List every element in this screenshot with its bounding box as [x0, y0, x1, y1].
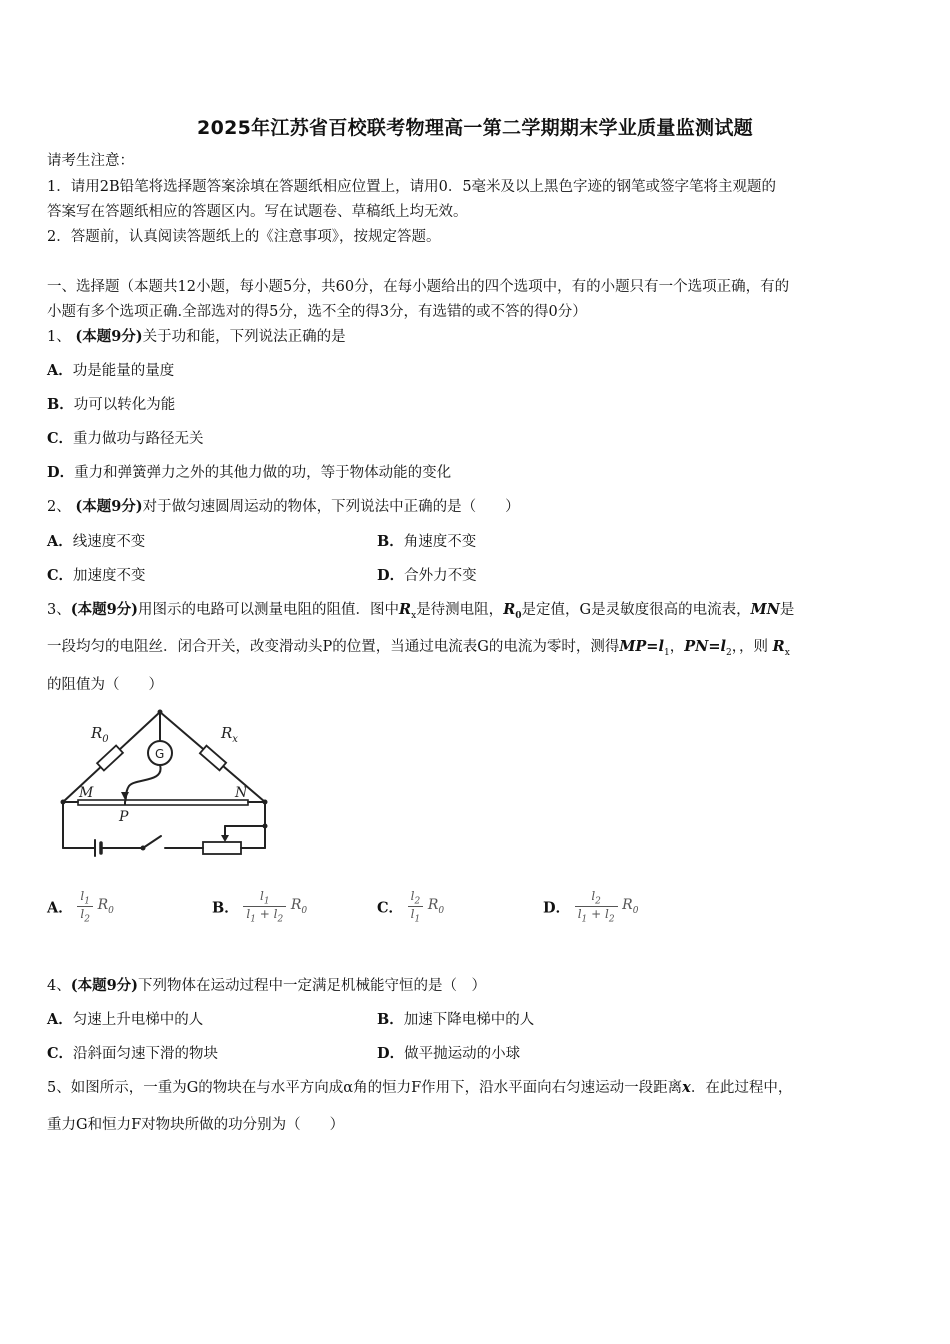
section-heading-line1: 一、选择题（本题共12小题，每小题5分，共60分，在每小题给出的四个选项中，有的小题只有一个选项正确，有的: [47, 279, 790, 295]
q2-option-b: B．角速度不变: [377, 533, 477, 550]
resistor-rx: [200, 746, 226, 771]
q2-option-a: A．线速度不变: [47, 533, 146, 550]
question-number: 2、: [47, 499, 71, 515]
rheostat-symbol: [203, 842, 241, 854]
slider-arrow-icon: [121, 792, 129, 800]
q2-option-d: D．合外力不变: [377, 567, 477, 584]
notice-item1-line2: 答案写在答题纸相应的答题区内。写在试题卷、草稿纸上均无效。: [47, 204, 468, 220]
notice-heading: 请考生注意：: [47, 153, 134, 169]
q3-option-d: D． $\frac{l_2}{l_1 + l_2}$ $R_0$: [543, 889, 639, 925]
question-4-stem: 4、(本题9分)下列物体在运动过程中一定满足机械能守恒的是（ ）: [47, 977, 487, 994]
label-r0: $R_0$: [91, 724, 109, 745]
label-n: N: [235, 785, 248, 801]
page-title: 2025年江苏省百校联考物理高一第二学期期末学业质量监测试题: [197, 117, 753, 139]
label-p: P: [119, 809, 129, 825]
label-rx: $R_x$: [221, 724, 238, 745]
resistance-wire-mn: [78, 800, 248, 805]
switch-symbol: [143, 836, 161, 848]
q1-option-c: C．重力做功与路径无关: [47, 430, 204, 447]
q4-option-c: C．沿斜面匀速下滑的物块: [47, 1045, 219, 1062]
label-g: G: [155, 747, 165, 761]
question-text: 关于功和能，下列说法正确的是: [142, 329, 346, 345]
q4-option-a: A．匀速上升电梯中的人: [47, 1011, 204, 1028]
question-3-stem-line3: 的阻值为（ ）: [47, 677, 163, 693]
resistor-r0: [97, 745, 123, 770]
question-3-stem-line1: 3、(本题9分)用图示的电路可以测量电阻的阻值．图中$R_x$是待测电阻，$R_0$是定值，G是灵敏度很高的电流表，MN是: [47, 601, 795, 621]
question-score: (本题9分): [75, 498, 143, 515]
circuit-diagram: [55, 708, 280, 863]
q1-option-b: B．功可以转化为能: [47, 396, 176, 413]
notice-item2: 2．答题前，认真阅读答题纸上的《注意事项》，按规定答题。: [47, 229, 441, 245]
question-1-stem: [47, 327, 346, 347]
question-score: (本题9分): [75, 328, 143, 345]
question-3-stem-line2: 一段均匀的电阻丝．闭合开关，改变滑动头P的位置，当通过电流表G的电流为零时，测得$MP=l_1$，$PN=l_2$，，则 $R_x$: [47, 638, 790, 658]
question-text: 对于做匀速圆周运动的物体，下列说法中正确的是（ ）: [142, 499, 520, 515]
question-number: 1、: [47, 329, 71, 345]
question-5-stem-line2: 重力G和恒力F对物块所做的功分别为（ ）: [47, 1117, 345, 1133]
question-2-stem: [47, 497, 520, 517]
q3-option-a: A． $\frac{l_1}{l_2}$ $R_0$: [47, 889, 114, 925]
question-5-stem-line1: 5、如图所示，一重为G的物块在与水平方向成α角的恒力F作用下，沿水平面向右匀速运动一段距离x．在此过程中，: [47, 1079, 793, 1096]
q3-option-c: C． $\frac{l_2}{l_1}$ $R_0$: [377, 889, 445, 925]
q2-option-c: C．加速度不变: [47, 567, 146, 584]
q1-option-d: D．重力和弹簧弹力之外的其他力做的功，等于物体动能的变化: [47, 464, 452, 481]
rheostat-arrow-icon: [221, 835, 229, 842]
notice-item1-line1: 1．请用2B铅笔将选择题答案涂填在答题纸相应位置上，请用0．5毫米及以上黑色字迹的钢笔或签字笔将主观题的: [47, 179, 777, 195]
q4-option-b: B．加速下降电梯中的人: [377, 1011, 535, 1028]
label-m: M: [79, 785, 94, 801]
q3-option-b: B． $\frac{l_1}{l_1 + l_2}$ $R_0$: [212, 889, 308, 925]
slider-lead: [125, 765, 161, 802]
section-heading-line2: 小题有多个选项正确.全部选对的得5分，选不全的得3分，有选错的或不答的得0分）: [47, 304, 587, 320]
q1-option-a: A．功是能量的量度: [47, 362, 175, 379]
q4-option-d: D．做平抛运动的小球: [377, 1045, 521, 1062]
